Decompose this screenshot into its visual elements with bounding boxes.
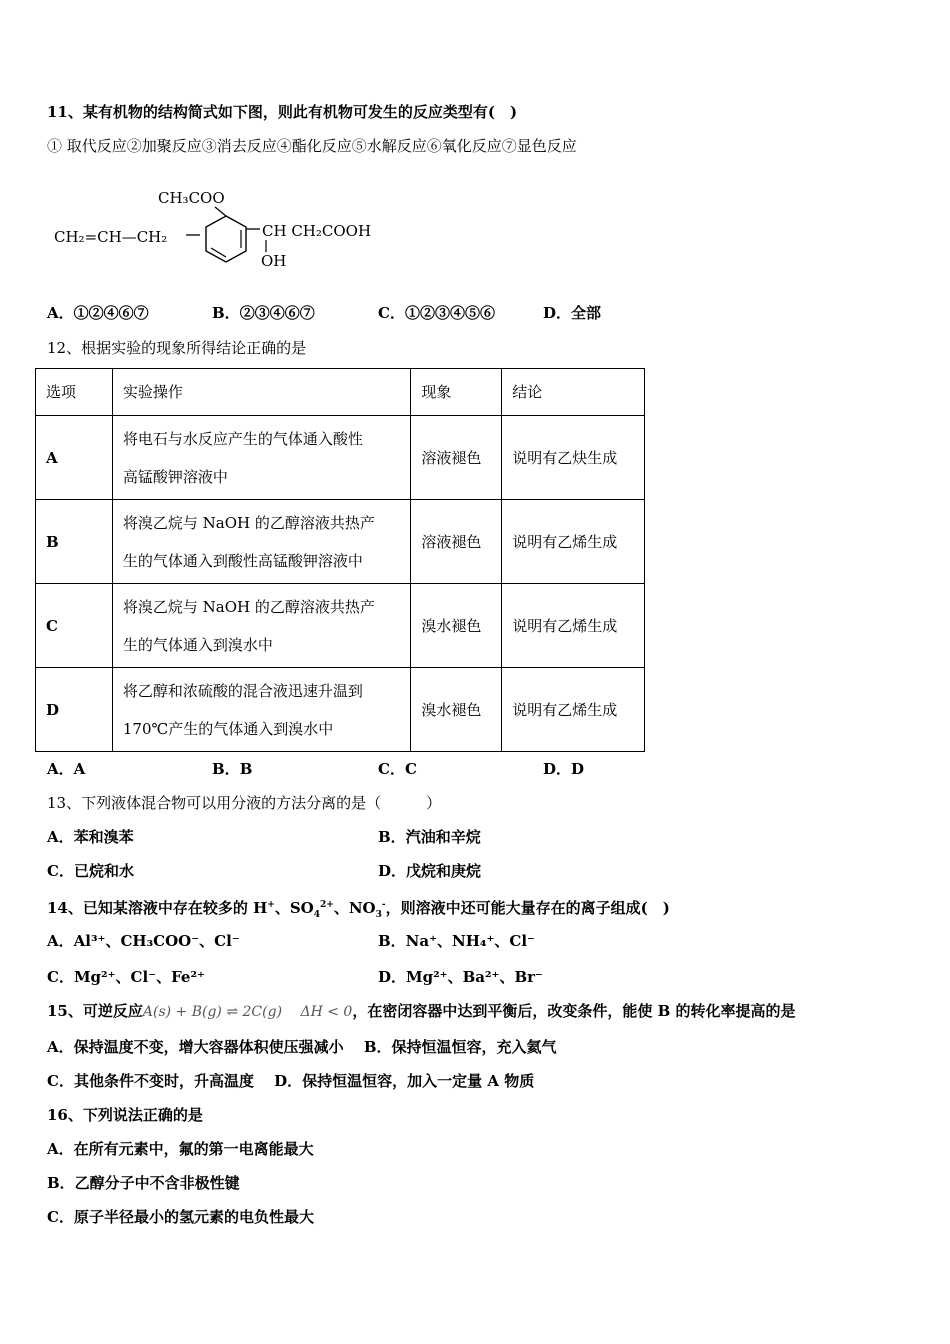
q13-option-b[interactable]: B．汽油和辛烷: [378, 828, 481, 846]
q16-option-a[interactable]: A．在所有元素中，氟的第一电离能最大: [47, 1140, 314, 1158]
row-conclusion: 说明有乙烯生成: [502, 500, 645, 584]
row-option: C: [36, 584, 113, 668]
header-conclusion: 结论: [502, 369, 645, 416]
q13-stem: 13、下列液体混合物可以用分液的方法分离的是（ ）: [47, 794, 442, 812]
q16-option-c[interactable]: C．原子半径最小的氢元素的电负性最大: [47, 1208, 314, 1226]
q11-reaction-types: ① 取代反应②加聚反应③消去反应④酯化反应⑤水解反应⑥氧化反应⑦显色反应: [47, 137, 577, 155]
q12-stem: 12、根据实验的现象所得结论正确的是: [47, 339, 307, 357]
q14-option-a[interactable]: A．Al³⁺、CH₃COO⁻、Cl⁻: [47, 932, 240, 950]
q15-equation: A(s) + B(g) ⇌ 2C(g) ΔH < 0: [142, 1004, 353, 1020]
row-option: B: [36, 500, 113, 584]
q11-structure-side-chain: CH CH₂COOH: [262, 222, 372, 240]
row-phenomenon: 溶液褪色: [411, 500, 502, 584]
table-row: [36, 668, 645, 752]
q15-options-cd[interactable]: C．其他条件不变时，升高温度 D．保持恒温恒容，加入一定量 A 物质: [47, 1072, 535, 1090]
q13-option-a[interactable]: A．苯和溴苯: [47, 828, 134, 846]
q13-option-d[interactable]: D．戊烷和庚烷: [378, 862, 482, 880]
row-operation: 将乙醇和浓硫酸的混合液迅速升温到 170℃产生的气体通入到溴水中: [112, 668, 410, 752]
q16-stem: 16、下列说法正确的是: [47, 1106, 203, 1124]
q12-option-a[interactable]: A．A: [47, 760, 86, 778]
q14-option-d[interactable]: D．Mg²⁺、Ba²⁺、Br⁻: [378, 968, 543, 986]
q16-option-b[interactable]: B．乙醇分子中不含非极性键: [47, 1174, 240, 1192]
header-phenomenon: 现象: [411, 369, 502, 416]
q13-option-c[interactable]: C．已烷和水: [47, 862, 134, 880]
q14-option-c[interactable]: C．Mg²⁺、Cl⁻、Fe²⁺: [47, 968, 205, 986]
table-header-row: [36, 369, 645, 416]
q14-option-b[interactable]: B．Na⁺、NH₄⁺、Cl⁻: [378, 932, 535, 950]
q11-option-b[interactable]: B．②③④⑥⑦: [212, 304, 315, 322]
header-option: 选项: [36, 369, 113, 416]
q11-structure-acetoxy: CH₃COO: [158, 189, 225, 207]
row-operation: 将电石与水反应产生的气体通入酸性 高锰酸钾溶液中: [112, 416, 410, 500]
row-conclusion: 说明有乙烯生成: [502, 584, 645, 668]
row-conclusion: 说明有乙烯生成: [502, 668, 645, 752]
q11-stem: 11、某有机物的结构简式如下图，则此有机物可发生的反应类型有( ): [47, 103, 518, 121]
row-operation: 将溴乙烷与 NaOH 的乙醇溶液共热产 生的气体通入到酸性高锰酸钾溶液中: [112, 500, 410, 584]
q15-stem: 15、可逆反应A(s) + B(g) ⇌ 2C(g) ΔH < 0，在密闭容器中达到平衡后，改变条件，能使 B 的转化率提高的是: [47, 1002, 796, 1020]
q12-option-d[interactable]: D．D: [543, 760, 585, 778]
row-option: D: [36, 668, 113, 752]
q11-option-c[interactable]: C．①②③④⑤⑥: [378, 304, 495, 322]
header-operation: 实验操作: [112, 369, 410, 416]
q11-structure-allyl: CH₂=CH—CH₂: [54, 228, 168, 246]
q12-option-c[interactable]: C．C: [378, 760, 417, 778]
q11-structure-formula: [50, 180, 395, 280]
q11-structure-hydroxyl: OH: [261, 252, 287, 270]
row-option: A: [36, 416, 113, 500]
row-operation: 将溴乙烷与 NaOH 的乙醇溶液共热产 生的气体通入到溴水中: [112, 584, 410, 668]
q11-option-d[interactable]: D．全部: [543, 304, 602, 322]
q12-experiment-table: [35, 368, 645, 752]
table-row: [36, 500, 645, 584]
q15-options-ab[interactable]: A．保持温度不变，增大容器体积使压强减小 B．保持恒温恒容，充入氦气: [47, 1038, 557, 1056]
row-conclusion: 说明有乙炔生成: [502, 416, 645, 500]
table-row: [36, 584, 645, 668]
q12-option-b[interactable]: B．B: [212, 760, 253, 778]
row-phenomenon: 溴水褪色: [411, 584, 502, 668]
row-phenomenon: 溶液褪色: [411, 416, 502, 500]
row-phenomenon: 溴水褪色: [411, 668, 502, 752]
table-row: [36, 416, 645, 500]
q14-stem: 14、已知某溶液中存在较多的 H+、$SO_4^{2+}$、$NO_3^-$，则溶液中还可能大量存在的离子组成( ): [47, 899, 670, 920]
q11-option-a[interactable]: A．①②④⑥⑦: [47, 304, 149, 322]
